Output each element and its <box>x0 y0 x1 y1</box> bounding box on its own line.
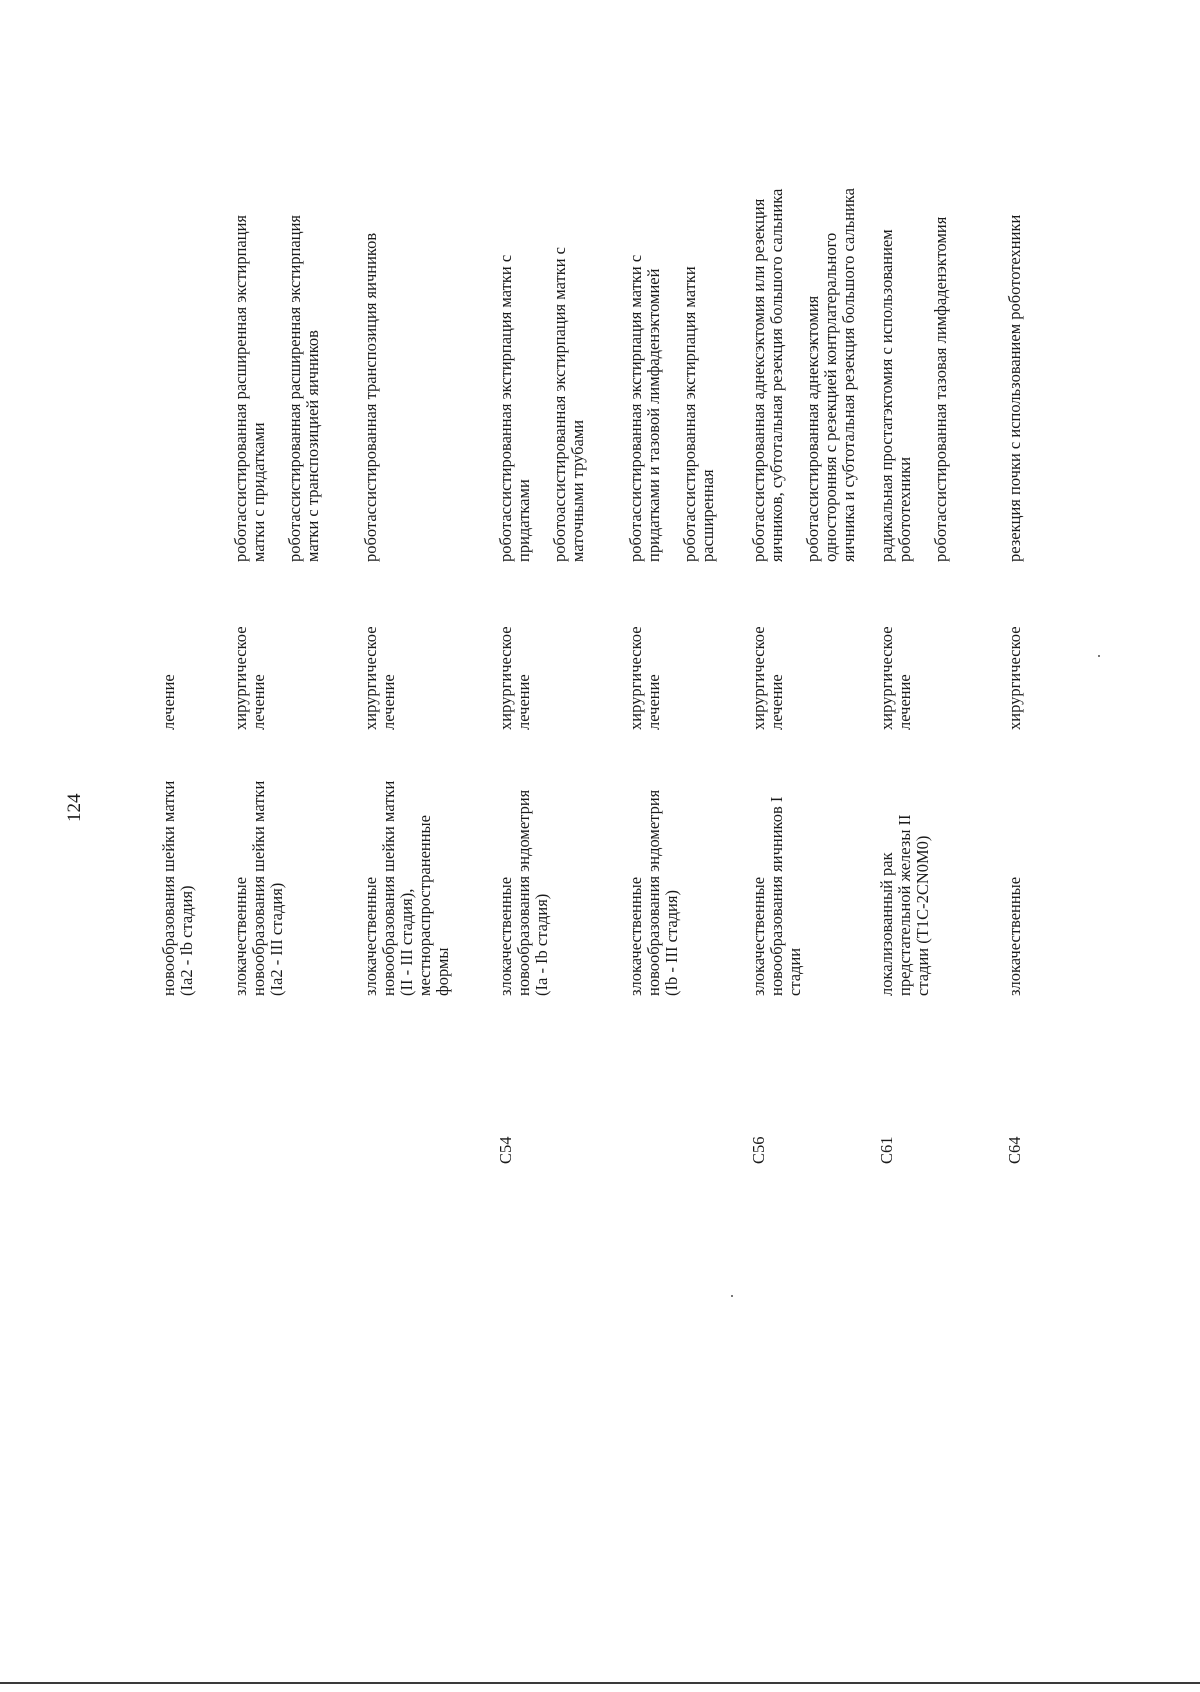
diagnosis-line: предстательной железы II <box>895 814 914 996</box>
diagnosis-cell <box>1006 756 1024 996</box>
diagnosis-line: новообразования шейки матки <box>159 780 178 996</box>
diagnosis-line: (Ia - Ib стадия) <box>532 893 551 996</box>
treatment-line: хирургическое <box>231 626 250 730</box>
diagnosis-line: злокачественные <box>749 876 768 996</box>
method-line: радикальная простатэктомия с использованием <box>877 229 896 562</box>
method-item <box>286 92 322 562</box>
method-item <box>750 92 786 562</box>
method-line: маточными трубами <box>568 419 587 562</box>
method-item <box>497 92 533 562</box>
method-line: роботассистированная транспозиция яичников <box>361 232 380 562</box>
method-line: яичников, субтотальная резекция большого сальника <box>767 188 786 562</box>
methods-cell <box>878 92 968 562</box>
diagnosis-line: местнораспространенные <box>415 815 434 996</box>
method-item <box>878 92 914 562</box>
diagnosis-line: (Ia2 - III стадия) <box>267 882 286 996</box>
method-line: роботассистированная аднексэктомия <box>803 295 822 562</box>
method-line: односторонняя с резекцией контрлатерального <box>821 232 840 562</box>
diagnosis-cell <box>878 756 932 996</box>
treatment-line: лечение <box>895 674 914 730</box>
diagnosis-line: формы <box>433 947 452 996</box>
diagnosis-line: (II - III стадия), <box>397 888 416 996</box>
treatment-line: хирургическое <box>626 626 645 730</box>
treatment-type-cell <box>160 580 178 730</box>
treatment-line: лечение <box>767 674 786 730</box>
treatment-line: лечение <box>644 674 663 730</box>
method-line: роботассистированная экстирпация матки с <box>496 254 515 562</box>
diagnosis-line: злокачественные <box>496 876 515 996</box>
method-line: матки с транспозицией яичников <box>303 330 322 562</box>
method-line: роботассистированная аднексэктомия или резекция <box>749 198 768 562</box>
method-item <box>551 92 587 562</box>
method-item <box>681 92 717 562</box>
treatment-line: хирургическое <box>877 626 896 730</box>
methods-cell <box>750 92 876 562</box>
icd-code: C54 <box>496 1136 515 1164</box>
diagnosis-cell <box>160 756 196 996</box>
method-line: роботассистированная экстирпация матки с <box>626 254 645 562</box>
treatment-line: лечение <box>159 674 178 730</box>
method-line: яичника и субтотальная резекция большого сальника <box>839 188 858 562</box>
treatment-type-cell <box>878 580 914 730</box>
scan-speck <box>1098 655 1100 657</box>
treatment-line: хирургическое <box>749 626 768 730</box>
diagnosis-cell <box>232 756 286 996</box>
diagnosis-line: новообразования яичников I <box>767 796 786 996</box>
methods-cell <box>1006 92 1042 562</box>
treatment-type-cell <box>362 580 398 730</box>
method-line: роботоассистированная экстирпация матки с <box>550 247 569 562</box>
method-line: роботассистированная расширенная экстирпация <box>231 214 250 562</box>
method-line: придатками и тазовой лимфаденэктомией <box>644 268 663 562</box>
treatment-line: лечение <box>514 674 533 730</box>
treatment-line: лечение <box>249 674 268 730</box>
method-line: робототехники <box>895 456 914 562</box>
scan-speck <box>731 1295 733 1297</box>
method-line: резекция почки с использованием робототехники <box>1005 214 1024 562</box>
treatment-type-cell <box>232 580 268 730</box>
method-line: роботассистированная расширенная экстирпация <box>285 214 304 562</box>
treatment-line: хирургическое <box>1005 626 1024 730</box>
treatment-line: хирургическое <box>361 626 380 730</box>
methods-cell <box>497 92 605 562</box>
treatment-type-cell <box>627 580 663 730</box>
diagnosis-line: стадии (T1C-2CN0M0) <box>913 835 932 996</box>
method-item <box>1006 92 1024 562</box>
method-item <box>804 92 858 562</box>
diagnosis-cell <box>627 756 681 996</box>
methods-cell <box>232 92 340 562</box>
treatment-type-cell <box>497 580 533 730</box>
diagnosis-line: (Ib - III стадия) <box>662 890 681 996</box>
page-number: 124 <box>64 793 85 822</box>
diagnosis-line: новообразования шейки матки <box>249 780 268 996</box>
diagnosis-line: (Ia2 - Ib стадия) <box>177 885 196 996</box>
treatment-line: хирургическое <box>496 626 515 730</box>
method-line: расширенная <box>698 469 717 562</box>
method-line: роботассистированная экстирпация матки <box>680 266 699 562</box>
diagnosis-line: злокачественные <box>231 876 250 996</box>
diagnosis-line: новообразования эндометрия <box>644 789 663 996</box>
diagnosis-line: злокачественные <box>626 876 645 996</box>
treatment-type-cell <box>1006 580 1024 730</box>
diagnosis-line: злокачественные <box>361 876 380 996</box>
scan-bottom-rule <box>0 1682 1200 1684</box>
diagnosis-cell <box>362 756 452 996</box>
methods-cell <box>627 92 735 562</box>
method-item <box>932 92 950 562</box>
diagnosis-line: злокачественные <box>1005 876 1024 996</box>
method-item <box>627 92 663 562</box>
method-line: роботассистированная тазовая лимфаденэктомия <box>931 216 950 562</box>
treatment-line: лечение <box>379 674 398 730</box>
icd-code: C56 <box>749 1136 768 1164</box>
diagnosis-line: новообразования шейки матки <box>379 780 398 996</box>
icd-code: C61 <box>877 1136 896 1164</box>
treatment-type-cell <box>750 580 786 730</box>
diagnosis-cell <box>750 756 804 996</box>
diagnosis-line: локализованный рак <box>877 852 896 996</box>
method-line: придатками <box>514 479 533 562</box>
method-item <box>232 92 268 562</box>
icd-code: C64 <box>1005 1136 1024 1164</box>
diagnosis-line: стадии <box>785 947 804 996</box>
method-line: матки с придатками <box>249 422 268 562</box>
diagnosis-cell <box>497 756 551 996</box>
diagnosis-line: новообразования эндометрия <box>514 789 533 996</box>
methods-cell <box>362 92 398 562</box>
method-item <box>362 92 380 562</box>
